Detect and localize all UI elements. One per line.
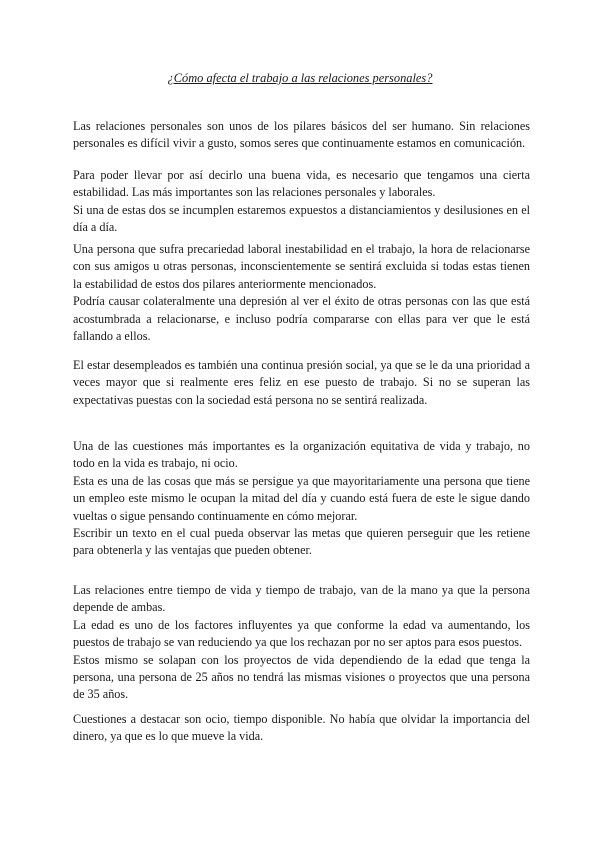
paragraph-line: Esta es una de las cosas que más se persigue ya que mayoritariamente una persona que tiene un empleo este mismo le ocupan la mitad del día y cuando está fuera de este le sigue dando vueltas o sigue pensando continuamente en cómo mejorar. xyxy=(73,473,530,523)
paragraph-line: Escribir un texto en el cual pueda observar las metas que quieren perseguir que les retiene para obtenerla y las ventajas que pueden obtener. xyxy=(73,526,530,558)
paragraph-line: El estar desempleados es también una continua presión social, ya que se le da una prioridad a veces mayor que si realmente eres feliz en ese puesto de trabajo. Si no se superan las expectativas puestas con la sociedad está persona no se sentirá realizada. xyxy=(73,358,530,407)
paragraph-line: Si una de estas dos se incumplen estaremos expuestos a distanciamientos y desilusiones en el día a día. xyxy=(73,202,530,235)
document-title: ¿Cómo afecta el trabajo a las relaciones personales? xyxy=(167,71,433,85)
paragraph-line: Una de las cuestiones más importantes es la organización equitativa de vida y trabajo, no todo en la vida es trabajo, ni ocio. xyxy=(73,439,530,471)
paragraph-2 xyxy=(73,167,530,237)
paragraph-1 xyxy=(73,118,530,153)
paragraph-7 xyxy=(73,711,530,746)
paragraph-line: Las relaciones entre tiempo de vida y tiempo de trabajo, van de la mano ya que la persona depende de ambas. xyxy=(73,583,530,615)
paragraph-line: Una persona que sufra precariedad laboral inestabilidad en el trabajo, la hora de relacionarse con sus amigos u otras personas, inconscientemente se sentirá excluida si todas estas tienen la estabilidad de estos dos pilares anteriormente mencionados. xyxy=(73,242,530,291)
paragraph-line: Podría causar colateralmente una depresión al ver el éxito de otras personas con las que está acostumbrada a relacionarse, e incluso podría compararse con ellas para ver que le está fallando a ellos. xyxy=(73,294,530,344)
paragraph-line: La edad es uno de los factores influyentes ya que conforme la edad va aumentando, los puestos de trabajo se van reduciendo ya que los rechazan por no ser aptos para esos puestos. xyxy=(73,617,530,650)
paragraph-line: Estos mismo se solapan con los proyectos de vida dependiendo de la edad que tenga la persona, una persona de 25 años no tendrá las mismas visiones o proyectos que una persona de 35 años. xyxy=(73,652,530,702)
paragraph-6 xyxy=(73,582,530,704)
paragraph-5 xyxy=(73,438,530,560)
paragraph-line: Para poder llevar por así decirlo una buena vida, es necesario que tengamos una cierta estabilidad. Las más importantes son las relaciones personales y laborales. xyxy=(73,168,530,200)
paragraph-line: Las relaciones personales son unos de los pilares básicos del ser humano. Sin relaciones personales es difícil vivir a gusto, somos seres que continuamente estamos en comunicación. xyxy=(73,119,530,151)
paragraph-line: Cuestiones a destacar son ocio, tiempo disponible. No había que olvidar la importancia del dinero, ya que es lo que mueve la vida. xyxy=(73,712,530,744)
paragraph-3 xyxy=(73,241,530,345)
paragraph-4 xyxy=(73,357,530,409)
